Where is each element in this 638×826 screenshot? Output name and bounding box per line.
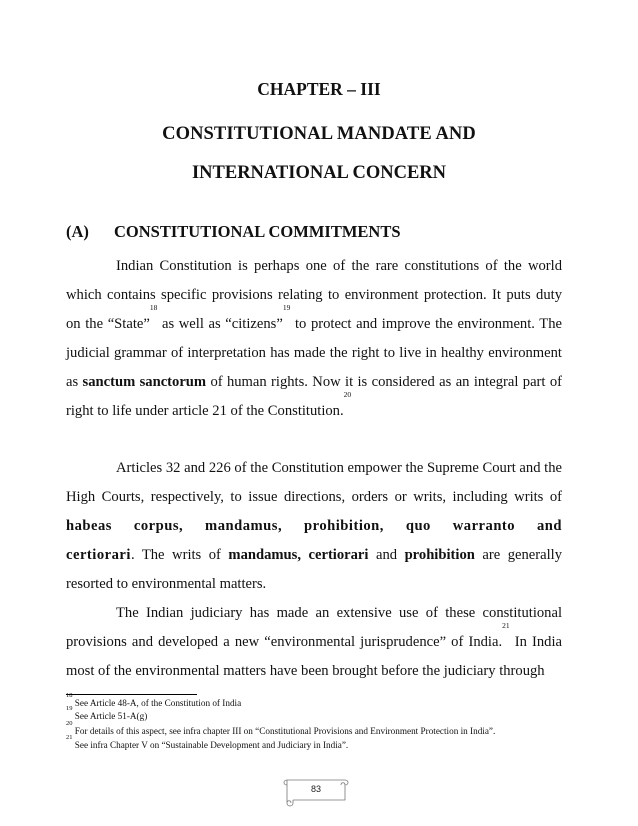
- paragraph-text: of human rights. Now it is considered as an integral part of right to life under article 21 of the Constitution.: [66, 374, 562, 419]
- paragraph-text: are generally resorted to environmental matters.: [66, 547, 562, 592]
- footnote-number: 21: [66, 734, 73, 741]
- footnote-ref-20: 20: [343, 390, 352, 399]
- footnote-19: [66, 705, 148, 723]
- footnote-number: 20: [66, 720, 73, 727]
- bold-term: sanctum sanctorum: [82, 374, 207, 390]
- paragraph-text: and: [368, 547, 405, 563]
- footnote-ref-19: 19: [282, 303, 291, 312]
- footnote-20: [66, 720, 496, 738]
- paragraph-text: Indian Constitution is perhaps one of the rare constitutions of the world which contains specific provisions relating to environment protection. It puts duty on the “State”: [66, 258, 562, 332]
- bold-term: mandamus, certiorari: [228, 547, 369, 563]
- footnote-separator: [66, 694, 197, 695]
- paragraph-text: . The writs of: [130, 547, 229, 563]
- page-number: 83: [310, 784, 321, 794]
- paragraph-text: as well as “citizens”: [157, 316, 283, 332]
- bold-term: habeas corpus, mandamus, prohibition, quo warranto and certiorari: [66, 518, 562, 563]
- footnote-21: [66, 734, 349, 752]
- footnote-ref-18: 18: [149, 303, 158, 312]
- paragraph-text: to protect and improve the environment. The judicial grammar of interpretation has made the right to live in healthy environment as: [66, 316, 562, 390]
- chapter-title-line-1: CONSTITUTIONAL MANDATE AND: [162, 124, 476, 144]
- paragraph-constitutional-provisions: [66, 252, 562, 426]
- footnote-number: 18: [66, 692, 73, 699]
- paragraph-judiciary: [66, 599, 562, 686]
- footnote-number: 19: [66, 705, 73, 712]
- footnote-18: [66, 692, 242, 710]
- bold-term: prohibition: [404, 547, 475, 563]
- footnote-text: See infra Chapter V on “Sustainable Development and Judiciary in India”.: [72, 740, 349, 750]
- footnote-ref-21: 21: [502, 621, 510, 630]
- page-number-scroll: [281, 776, 347, 806]
- chapter-heading: CHAPTER – III: [257, 79, 381, 99]
- paragraph-text: The Indian judiciary has made an extensive use of these constitutional provisions and developed a new “environmental jurisprudence” of India.: [66, 605, 562, 650]
- section-heading: [66, 222, 401, 242]
- section-label: (A): [66, 222, 89, 241]
- section-title: CONSTITUTIONAL COMMITMENTS: [114, 222, 401, 241]
- paragraph-text: Articles 32 and 226 of the Constitution empower the Supreme Court and the High Courts, respectively, to issue directions, orders or writs, including writs of: [66, 460, 562, 505]
- footnote-text: See Article 48-A, of the Constitution of India: [72, 698, 242, 708]
- chapter-title-line-2: INTERNATIONAL CONCERN: [191, 163, 447, 183]
- footnote-text: See Article 51-A(g): [72, 711, 148, 721]
- paragraph-text: In India most of the environmental matters have been brought before the judiciary through: [66, 634, 562, 679]
- footnote-text: For details of this aspect, see infra chapter III on “Constitutional Provisions and Environment Protection in India”.: [72, 726, 496, 736]
- paragraph-writs: [66, 454, 562, 599]
